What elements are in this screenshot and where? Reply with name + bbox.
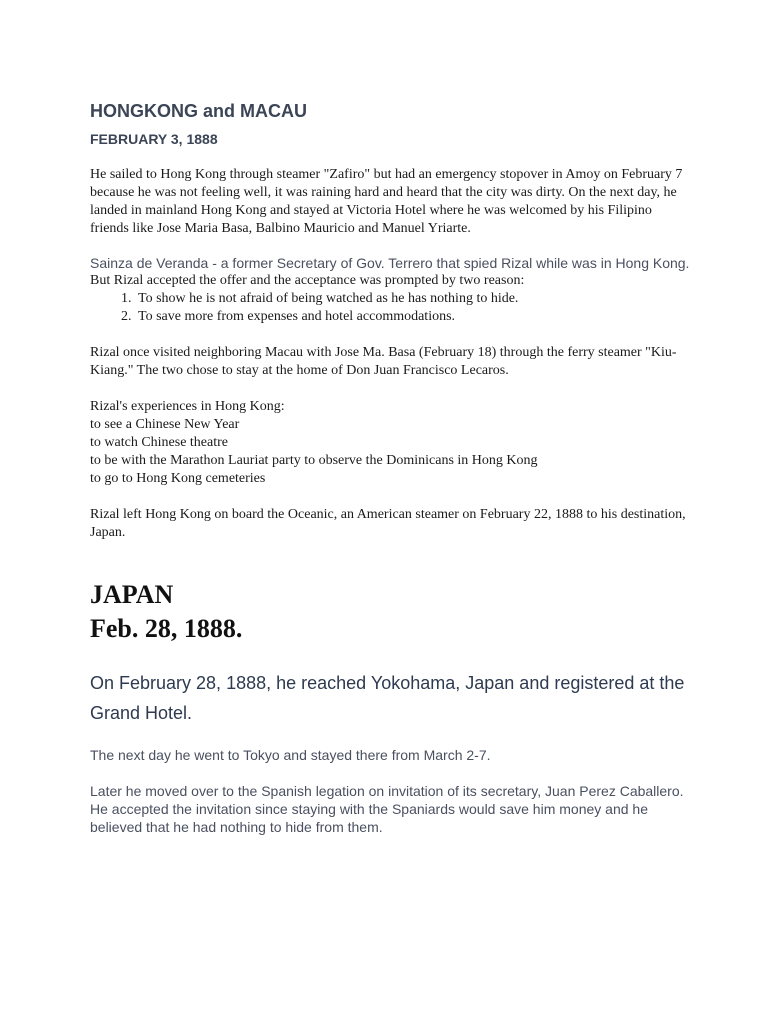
experiences-list xyxy=(90,398,690,488)
paragraph-spy: Sainza de Veranda - a former Secretary of Gov. Terrero that spied Rizal while was in Hong Kong. xyxy=(90,255,690,271)
paragraph-legation: Later he moved over to the Spanish legation on invitation of its secretary, Juan Perez Caballero. He accepted the invitation since staying with the Spaniards would save him money and he believed that he had nothing to hide from them. xyxy=(90,783,684,835)
japan-title: JAPAN xyxy=(90,580,174,609)
paragraph-departure: Rizal left Hong Kong on board the Oceanic, an American steamer on February 22, 1888 to his destination, Japan. xyxy=(90,507,686,540)
list-item: 1. To show he is not afraid of being watched as he has nothing to hide. xyxy=(135,290,690,308)
list-item: to go to Hong Kong cemeteries xyxy=(90,471,266,486)
section-heading-japan xyxy=(90,578,690,646)
section-date-hongkong: FEBRUARY 3, 1888 xyxy=(90,131,218,147)
document-content xyxy=(90,100,690,836)
list-item: to be with the Marathon Lauriat party to observe the Dominicans in Hong Kong xyxy=(90,453,538,468)
paragraph-offer: But Rizal accepted the offer and the acceptance was prompted by two reason: xyxy=(90,273,525,288)
reasons-list xyxy=(90,290,690,326)
section-heading-hongkong: HONGKONG and MACAU xyxy=(90,101,307,121)
japan-date: Feb. 28, 1888. xyxy=(90,614,243,643)
paragraph-voyage: He sailed to Hong Kong through steamer "Zafiro" but had an emergency stopover in Amoy on February 7 because he was not feeling well, it was raining hard and heard that the city was dirty. On the next day, he landed in mainland Hong Kong and stayed at Victoria Hotel where he was welcomed by his Filipino friends like Jose Maria Basa, Balbino Mauricio and Manuel Yriarte. xyxy=(90,167,683,236)
paragraph-yokohama: On February 28, 1888, he reached Yokohama, Japan and registered at the Grand Hotel. xyxy=(90,673,685,723)
list-item: to see a Chinese New Year xyxy=(90,417,240,432)
paragraph-tokyo: The next day he went to Tokyo and stayed there from March 2-7. xyxy=(90,747,491,763)
list-item: to watch Chinese theatre xyxy=(90,435,229,450)
list-item: 2. To save more from expenses and hotel accommodations. xyxy=(135,308,690,326)
paragraph-macau: Rizal once visited neighboring Macau with Jose Ma. Basa (February 18) through the ferry steamer "Kiu-Kiang." The two chose to stay at the home of Don Juan Francisco Lecaros. xyxy=(90,345,677,378)
experiences-title: Rizal's experiences in Hong Kong: xyxy=(90,399,285,414)
